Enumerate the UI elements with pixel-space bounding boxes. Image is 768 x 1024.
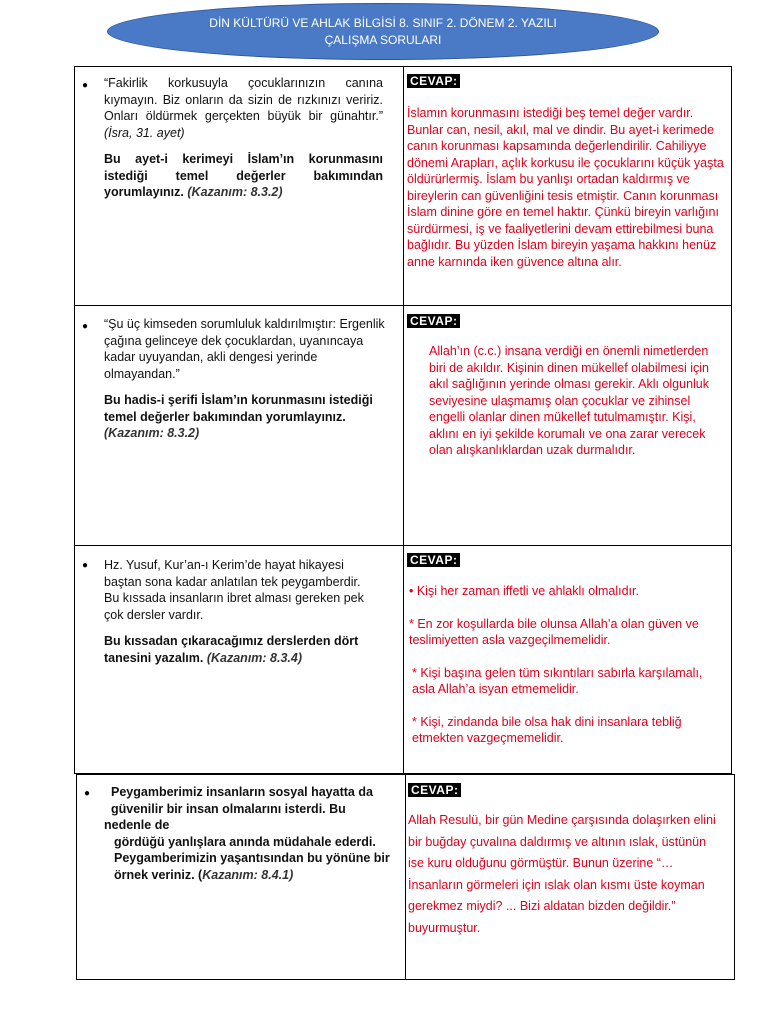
bullet-icon: ● (84, 788, 91, 799)
question-row-3 (74, 545, 732, 774)
page-title-line-1: DİN KÜLTÜRÜ VE AHLAK BİLGİSİ 8. SINIF 2. DÖNEM 2. YAZILI (209, 15, 557, 30)
instruction-text: Bu ayet-i kerimeyi İslam’ın korunmasını istediği temel değerler bakımından yorumlayınız. (104, 152, 383, 199)
question-line: Peygamberimiz insanların sosyal hayatta da güvenilir bir insan olmalarını isterdi. Bu (111, 785, 373, 816)
answer-text-2 (429, 343, 725, 459)
kazanim-label: Kazanım: 8.4.1) (202, 867, 294, 882)
question-text-4 (104, 784, 392, 883)
bullet-icon: ● (82, 560, 89, 571)
answer-paragraph: Allah Resulü, bir gün Medine çarşısında dolaşırken elini bir buğday çuvalına daldırmış ve altının ıslak, üstünün ise kuru olduğunu görmüştür. Bunun üzerine “… İnsanların görmeleri için ıslak olan kısmı üste koyman gerekmez miydi? ... Bizi aldatan bizden değildir.” buyurmuştur. (408, 813, 716, 935)
answer-item: * Kişi, zindanda bile olsa hak dini insanlara tebliğ etmekten vazgeçmemelidir. (412, 714, 682, 745)
question-text-3 (104, 557, 374, 666)
answer-paragraph: İslamın korunmasını istediği beş temel değer vardır. Bunlar can, nesil, akıl, mal ve dindir. Bu ayet-i kerimede canın korunması kapsamında değerlendirilir. Cahiliyye dönemi Arapları, açlık korkusu ile çocuklarını küçük yaşta öldürürlermiş. İslam bu yanlışı ortadan kaldırmış ve bireylerin can güvenliğini tesis etmiştir. Canın korunması İslam dinine göre en temel haktır. Çünkü bireyin varlığını sürdürmesi, iş ve faaliyetlerini devam ettirebilmesi buna bağlıdır. Bu yüzden İslam bireyin yaşama hakkını henüz anne karnında iken güvence altına alır. (407, 106, 724, 269)
kazanim-label: (Kazanım: 8.3.4) (206, 650, 303, 665)
page-title-line-2: ÇALIŞMA SORULARI (324, 32, 442, 47)
quote-text: Hz. Yusuf, Kur’an-ı Kerim’de hayat hikayesi baştan sona kadar anlatılan tek peygamberdir. Bu kıssada insanların ibret alması gereken pek çok dersler vardır. (104, 558, 364, 622)
question-line: nedenle de (104, 818, 170, 832)
cevap-badge: CEVAP: (408, 783, 461, 797)
answer-paragraph: Allah’ın (c.c.) insana verdiği en önemli nimetlerden biri de akıldır. Kişinin dinen mükellef olabilmesi için akıl sağlığının yerinde olması gerekir. Aklı olgunluk seviyesine ulaşmamış olan çocuklar ve zihinsel engelli olanlar dinen mükellef tutulmamıştır. Kişi, aklını en iyi şekilde korumalı ve ona zarar verecek olan alışkanlıklardan uzak durmalıdır. (429, 344, 710, 457)
question-row-2 (74, 305, 732, 546)
answer-list-3 (409, 583, 725, 763)
quote-text: “Fakirlik korkusuyla çocuklarınızın canına kıymayın. Biz onların da sizin de rızkınızı veririz. Onları öldürmek gerçekten büyük bir günahtır.” (104, 76, 383, 123)
question-text-2 (104, 316, 386, 442)
quote-text: “Şu üç kimseden sorumluluk kaldırılmıştır: Ergenlik çağına gelinceye dek çocuklardan, uyanıncaya kadar uyuyandan, akli dengesi yerinde olmayandan.” (104, 317, 385, 381)
answer-item: * En zor koşullarda bile olunsa Allah’a olan güven ve teslimiyetten asla vazgeçilmemelidir. (409, 616, 699, 647)
question-line: gördüğü yanlışlara anında müdahale ederdi. Peygamberimizin yaşantısından bu yönüne bir örnek veriniz. ( (114, 834, 390, 882)
kazanim-label: (Kazanım: 8.3.2) (104, 426, 200, 440)
kazanim-label: (Kazanım: 8.3.2) (187, 185, 283, 199)
cevap-badge: CEVAP: (407, 314, 460, 328)
cevap-badge: CEVAP: (407, 553, 460, 567)
cevap-badge: CEVAP: (407, 74, 460, 88)
question-text-1 (104, 75, 383, 201)
instruction-text: Bu hadis-i şerifi İslam’ın korunmasını istediği temel değerler bakımından yorumlayınız. (104, 393, 373, 424)
bullet-icon: ● (82, 321, 89, 332)
answer-text-4 (408, 810, 720, 939)
instruction-text: Bu kıssadan çıkaracağımız derslerden dört tanesini yazalım. (104, 634, 359, 665)
page-title-banner (107, 3, 659, 60)
answer-text-1 (407, 105, 725, 270)
question-row-1 (74, 66, 732, 306)
question-row-4 (76, 774, 735, 980)
quote-source: (İsra, 31. ayet) (104, 125, 185, 140)
answer-item: * Kişi başına gelen tüm sıkıntıları sabırla karşılamalı, asla Allah’a isyan etmemelidir. (412, 665, 703, 696)
bullet-icon: ● (82, 80, 89, 91)
answer-item: • Kişi her zaman iffetli ve ahlaklı olmalıdır. (409, 584, 639, 598)
